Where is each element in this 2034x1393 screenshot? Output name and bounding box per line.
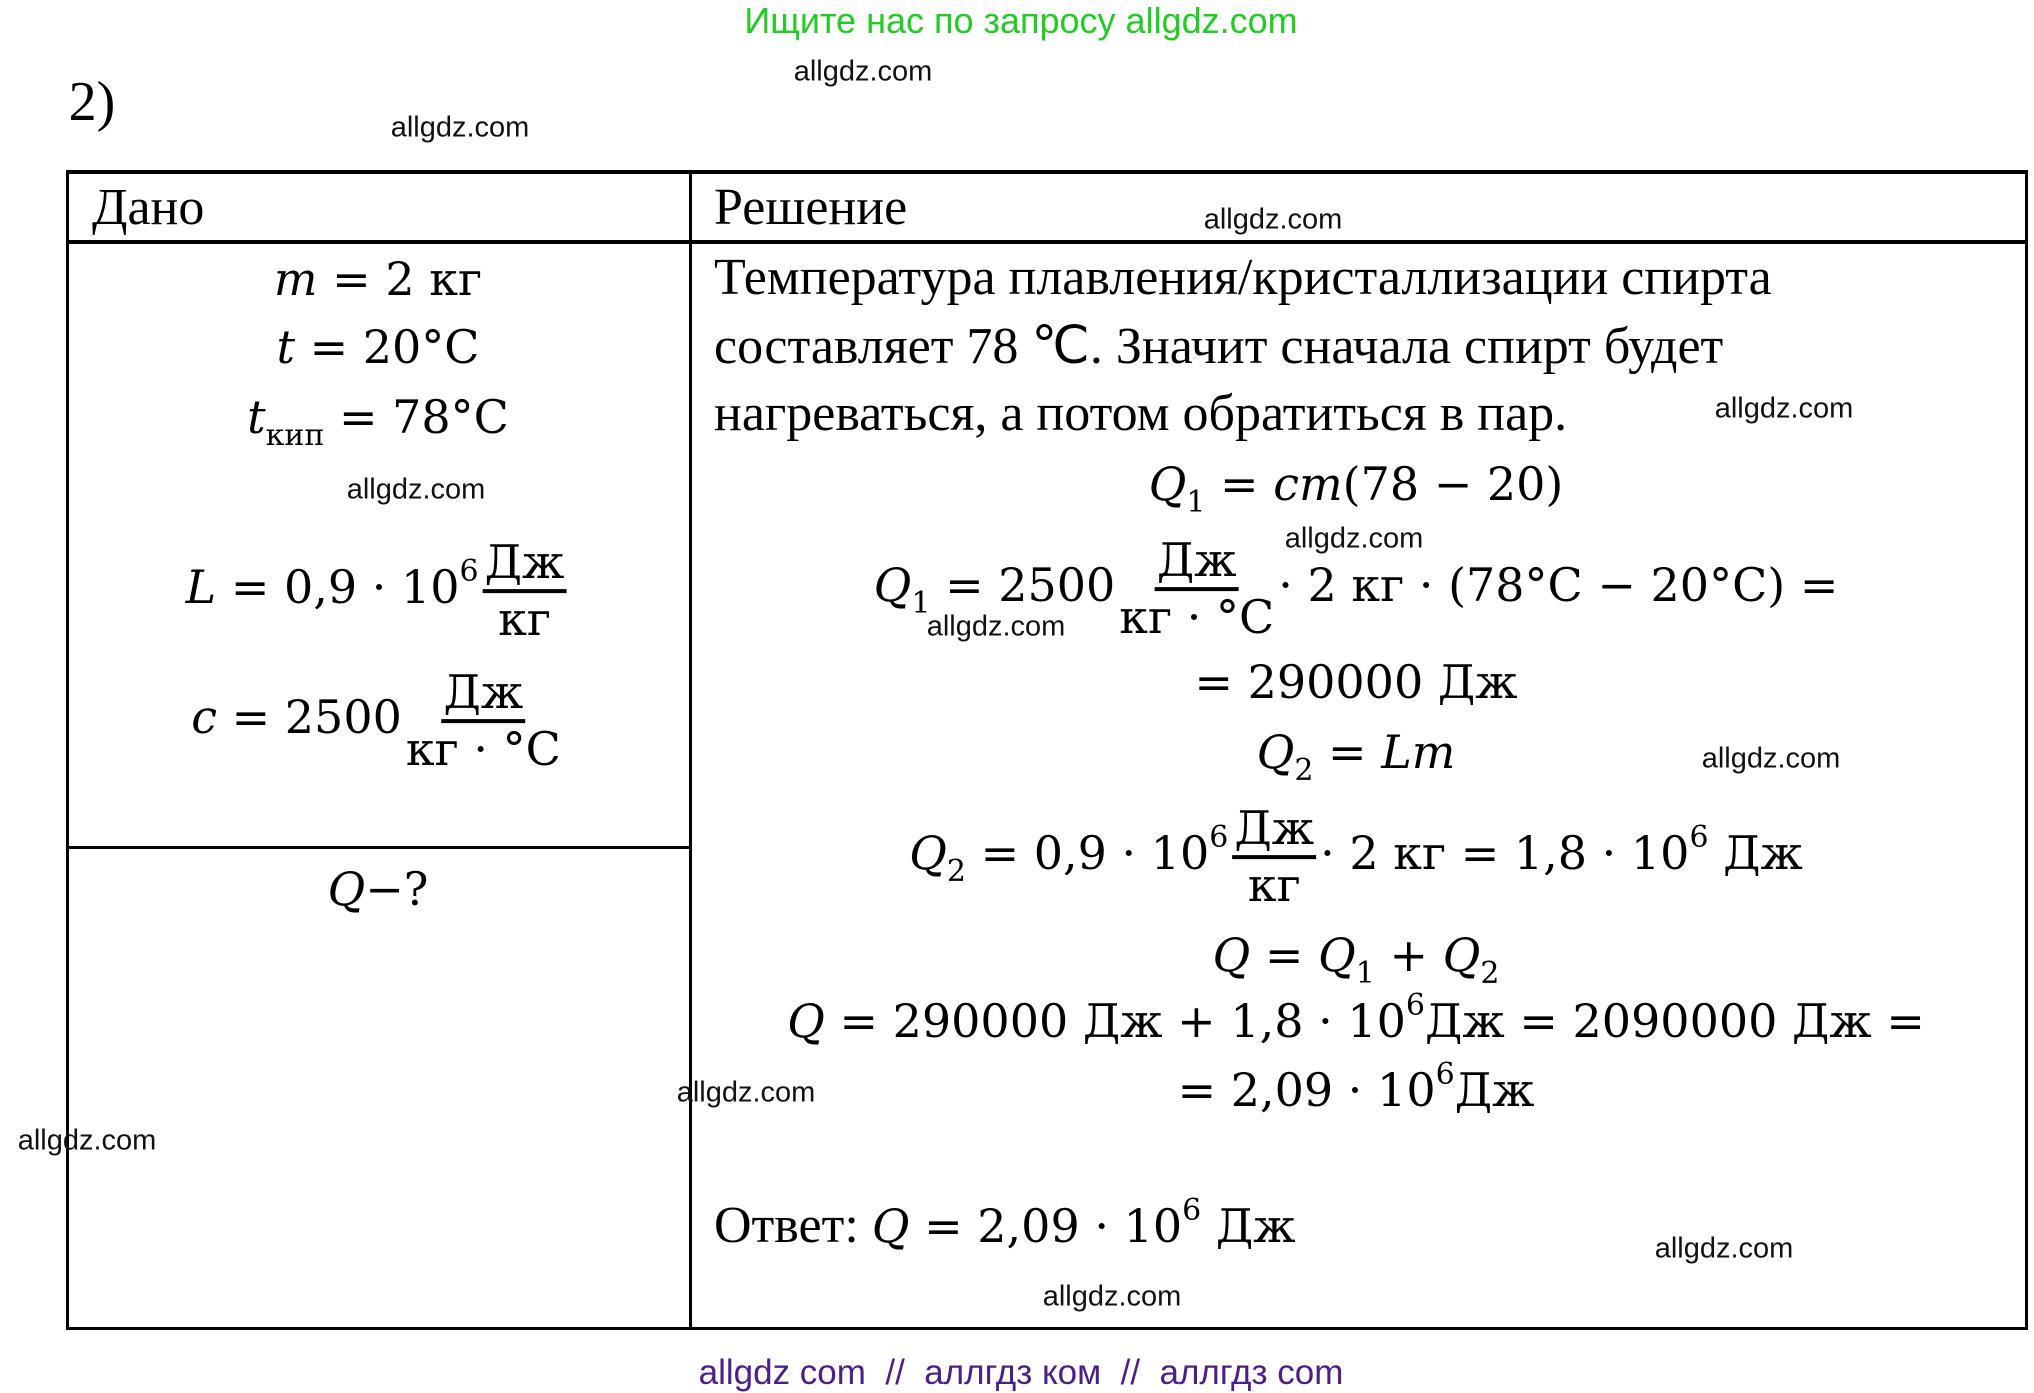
unit: Дж <box>1454 1063 1535 1117</box>
watermark: allgdz.com <box>17 1124 157 1157</box>
unit: Дж <box>1201 1199 1296 1253</box>
watermark: allgdz.com <box>1042 1280 1182 1313</box>
formula-q1 <box>1148 457 1564 520</box>
var: Q <box>327 862 366 916</box>
value: = 2500 <box>945 558 1116 612</box>
formula-total <box>1212 928 1500 991</box>
search-banner: Ищите нас по запросу allgdz.com <box>744 0 1298 41</box>
plus: + <box>1374 928 1443 982</box>
var: Q <box>1148 457 1187 511</box>
var: m <box>273 252 318 306</box>
var: Q <box>1318 928 1356 982</box>
var: t <box>247 390 266 444</box>
value: · 2 кг = 1,8 · 10 <box>1320 826 1690 880</box>
var: Q <box>1442 928 1481 982</box>
table-top-border <box>66 170 2028 174</box>
subscript: кип <box>265 418 325 453</box>
value: = 20°C <box>309 320 480 374</box>
var: Q <box>873 558 912 612</box>
numerator: Дж <box>1155 534 1239 591</box>
value: = 78°C <box>338 390 509 444</box>
value: = 290000 Дж + 1,8 · 10 <box>824 994 1406 1048</box>
var: Q <box>871 1199 910 1253</box>
formula-total-substituted <box>787 988 1925 1048</box>
var: Q <box>1212 928 1251 982</box>
exponent: 6 <box>1435 1057 1455 1092</box>
subscript: 2 <box>1480 956 1500 991</box>
value: = 2 кг <box>332 252 483 306</box>
exponent: 6 <box>1689 820 1709 855</box>
numerator: Дж <box>483 536 567 593</box>
given-mass <box>274 252 482 306</box>
var: Lm <box>1381 725 1456 779</box>
subscript: 2 <box>946 854 966 889</box>
answer-label: Ответ: <box>714 1197 872 1254</box>
equals: = <box>1205 457 1274 511</box>
table-right-border <box>2025 170 2028 1330</box>
table-header-divider <box>66 240 2028 244</box>
find-quantity <box>328 862 429 916</box>
var: cm <box>1273 457 1343 511</box>
formula-q2-substituted <box>909 802 1803 912</box>
watermark: allgdz.com <box>1654 1232 1794 1265</box>
watermark: allgdz.com <box>926 610 1066 643</box>
value: · 2 кг · (78°C − 20°C) = <box>1278 558 1839 612</box>
watermark: allgdz.com <box>1714 392 1854 425</box>
watermark: allgdz.com <box>1284 522 1424 555</box>
value: = 2,09 · 10 <box>909 1199 1183 1253</box>
watermark: allgdz.com <box>676 1076 816 1109</box>
equals: = <box>1313 725 1382 779</box>
exponent: 6 <box>1182 1193 1202 1228</box>
denominator: кг · °C <box>405 722 561 776</box>
subscript: 1 <box>1355 956 1375 991</box>
denominator: кг <box>1247 858 1301 912</box>
var: t <box>276 320 295 374</box>
formula-q1-result: = 290000 Дж <box>1194 655 1518 709</box>
equals: = <box>1250 928 1319 982</box>
subscript: 1 <box>1186 485 1206 520</box>
watermark: allgdz.com <box>1203 203 1343 236</box>
footer-links: allgdz com // аллгдз ком // аллгдз com <box>698 1353 1344 1392</box>
answer <box>714 1193 1296 1255</box>
solution-text-line-1: Температура плавления/кристаллизации спирта <box>714 249 1772 306</box>
task-number: 2) <box>68 71 116 133</box>
fraction <box>1232 802 1316 912</box>
var: c <box>191 690 217 744</box>
exponent: 6 <box>1209 820 1229 855</box>
var: Q <box>787 994 825 1048</box>
formula-total-result <box>1177 1057 1535 1117</box>
table-column-divider <box>689 170 692 1330</box>
subscript: 1 <box>911 586 931 621</box>
given-header: Дано <box>92 179 205 236</box>
value: = 0,9 · 10 <box>230 560 460 614</box>
solution-text-line-3: нагреваться, а потом обратиться в пар. <box>714 385 1568 442</box>
numerator: Дж <box>441 666 525 723</box>
denominator: кг · °C <box>1119 590 1275 644</box>
var: Q <box>909 826 947 880</box>
var: L <box>185 560 217 614</box>
denominator: кг <box>498 592 551 646</box>
exponent: 6 <box>459 554 479 589</box>
table-bottom-border <box>66 1327 2028 1330</box>
value: Дж = 2090000 Дж = <box>1425 994 1925 1048</box>
formula-q2 <box>1256 725 1456 788</box>
value: = 2,09 · 10 <box>1177 1063 1436 1117</box>
watermark: allgdz.com <box>1701 742 1841 775</box>
unit: Дж <box>1708 826 1803 880</box>
value: (78 − 20) <box>1342 457 1564 511</box>
fraction <box>406 666 561 776</box>
var: Q <box>1256 725 1295 779</box>
given-latent-heat <box>186 536 571 646</box>
value: = 2500 <box>231 690 402 744</box>
subscript: 2 <box>1294 753 1314 788</box>
solution-header: Решение <box>714 179 908 236</box>
watermark: allgdz.com <box>346 473 486 506</box>
given-find-divider <box>66 846 691 849</box>
watermark: allgdz.com <box>793 55 933 88</box>
fraction <box>1119 534 1274 644</box>
value: −? <box>365 862 429 916</box>
numerator: Дж <box>1232 802 1316 859</box>
solution-text-line-2: составляет 78 ℃. Значит сначала спирт будет <box>714 318 1724 375</box>
fraction <box>483 536 567 646</box>
given-temperature <box>276 320 479 374</box>
given-specific-heat <box>191 666 565 776</box>
given-boiling-temperature <box>247 390 509 453</box>
watermark: allgdz.com <box>390 111 530 144</box>
value: = 0,9 · 10 <box>980 826 1210 880</box>
exponent: 6 <box>1405 988 1426 1023</box>
